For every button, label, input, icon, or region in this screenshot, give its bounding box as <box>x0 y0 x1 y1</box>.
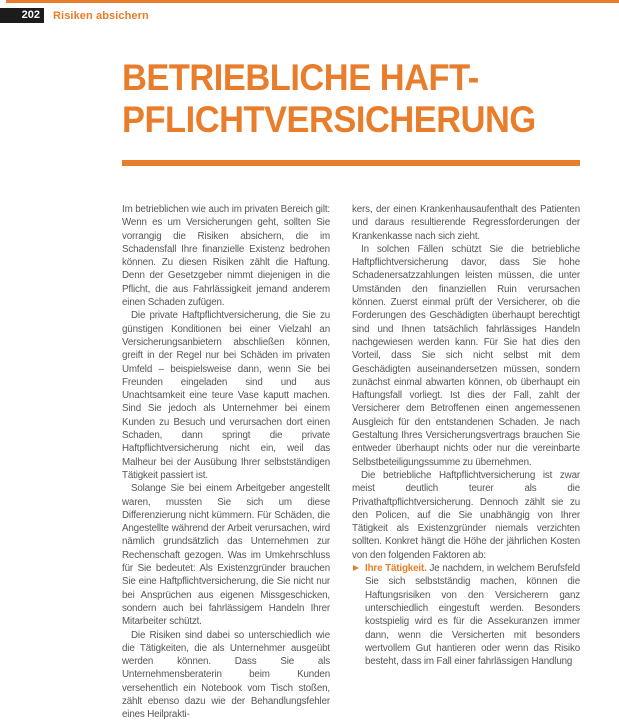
chapter-title-line1: BETRIEBLICHE HAFT- <box>122 57 479 98</box>
bullet-text: Je nachdem, in welchem Berufsfeld Sie sich selbstständig machen, können die Haftungsrisiken von den Versicherern ganz unterschiedlich eingestuft werden. Besonders kostspielig wird es für die Assekuranzen immer dann, wenn die Versicherten mit besonders wertvollem Gut hantieren oder wenn das Risiko besteht, dass im Fall einer fahrlässigen Handlung <box>365 563 580 668</box>
top-rule <box>6 0 619 3</box>
title-rule <box>122 160 580 166</box>
paragraph: Die betriebliche Haftpflichtversicherung ist zwar meist deutlich teurer als die Privathaftpflichtversicherung. Dennoch zählt sie zu den Policen, auf die Sie unabhängig von Ihrer Tätigkeit als Existenzgründer niemals verzichten sollten. Konkret hängt die Höhe der jährlichen Kosten von den folgenden Faktoren ab: <box>352 469 580 561</box>
paragraph: Die Risiken sind dabei so unterschiedlich wie die Tätigkeiten, die als Unternehmer ausgeübt werden können. Dass Sie als Unternehmensberaterin beim Kunden versehentlich ein Notebook vom Tisch stoßen, zählt ebenso dazu wie der Behandlungsfehler eines Heilprakti- <box>122 629 330 721</box>
paragraph: In solchen Fällen schützt Sie die betriebliche Haftpflichtversicherung davor, dass Sie hohe Schadenersatzzahlungen leisten müssen, die unter Umständen den finanziellen Ruin verursachen können. Zuerst einmal prüft der Versicherer, ob die Forderungen des Geschädigten überhaupt berechtigt sind und Ihnen tatsächlich fahrlässiges Handeln nachgewiesen werden kann. Für Sie hat dies den Vorteil, dass Sie sich nicht selbst mit dem Geschädigten auseinandersetzen müssen, sondern zunächst einmal abwarten können, ob überhaupt ein Haftungsfall vorliegt. Ist dies der Fall, zahlt der Versicherer dem Betroffenen einen angemessenen Ausgleich für den entstandenen Schaden. Je nach Gestaltung Ihres Versicherungsvertrags brauchen Sie entweder überhaupt nichts oder nur die vereinbarte Selbstbeteiligungssumme zu übernehmen. <box>352 243 580 468</box>
paragraph: kers, der einen Krankenhausaufenthalt des Patienten und daraus resultierende Regressforderungen der Krankenkasse nach sich zieht. <box>352 204 580 242</box>
bullet-lead: Ihre Tätigkeit. <box>365 563 427 575</box>
chapter-title-line2: PFLICHTVERSICHERUNG <box>122 99 536 140</box>
paragraph: Solange Sie bei einem Arbeitgeber angestellt waren, mussten Sie sich um diese Differenzierung nicht kümmern. Für Schäden, die Angestellte während der Arbeit verursachen, wird nämlich grundsätzlich das Unternehmen zur Rechenschaft gezogen. Was im Umkehrschluss für Sie bedeutet: Als Existenzgründer brauchen Sie eine Haftpflichtversicherung, die Sie nicht nur bei Ansprüchen aus eigenen Missgeschicken, sondern auch bei fahrlässigem Handeln Ihrer Mitarbeiter schützt. <box>122 483 330 628</box>
bullet-item <box>352 562 580 668</box>
page-header <box>0 8 149 23</box>
chapter-title <box>122 57 567 141</box>
page-number: 202 <box>0 8 44 23</box>
section-title: Risiken absichern <box>53 9 149 22</box>
body-columns <box>122 203 580 722</box>
right-column <box>352 203 580 722</box>
paragraph: Die private Haftpflichtversicherung, die Sie zu günstigen Konditionen bei einer Vielzahl an Versicherungsanbietern abschließen können, greift in der Regel nur bei Schäden im privaten Umfeld – beispielsweise dann, wenn Sie bei Freunden eingeladen sind und aus Unachtsamkeit eine teure Vase kaputt machen. Sind Sie jedoch als Unternehmer bei einem Kunden zu Besuch und verursachen dort einen Schaden, dann springt die private Haftpflichtversicherung nicht ein, weil das Malheur bei der Ausübung Ihrer selbstständigen Tätigkeit passiert ist. <box>122 310 330 481</box>
triangle-bullet-icon <box>353 565 359 571</box>
left-column <box>122 203 330 722</box>
paragraph: Im betrieblichen wie auch im privaten Bereich gilt: Wenn es um Versicherungen geht, sollten Sie vorrangig die Risiken absichern, die im Schadensfall Ihre finanzielle Existenz bedrohen können. Zu diesen Risiken zählt die Haftung. Denn der Gesetzgeber nimmt diejenigen in die Pflicht, die aus Fahrlässigkeit jemand anderem einen Schaden zufügen. <box>122 204 330 309</box>
